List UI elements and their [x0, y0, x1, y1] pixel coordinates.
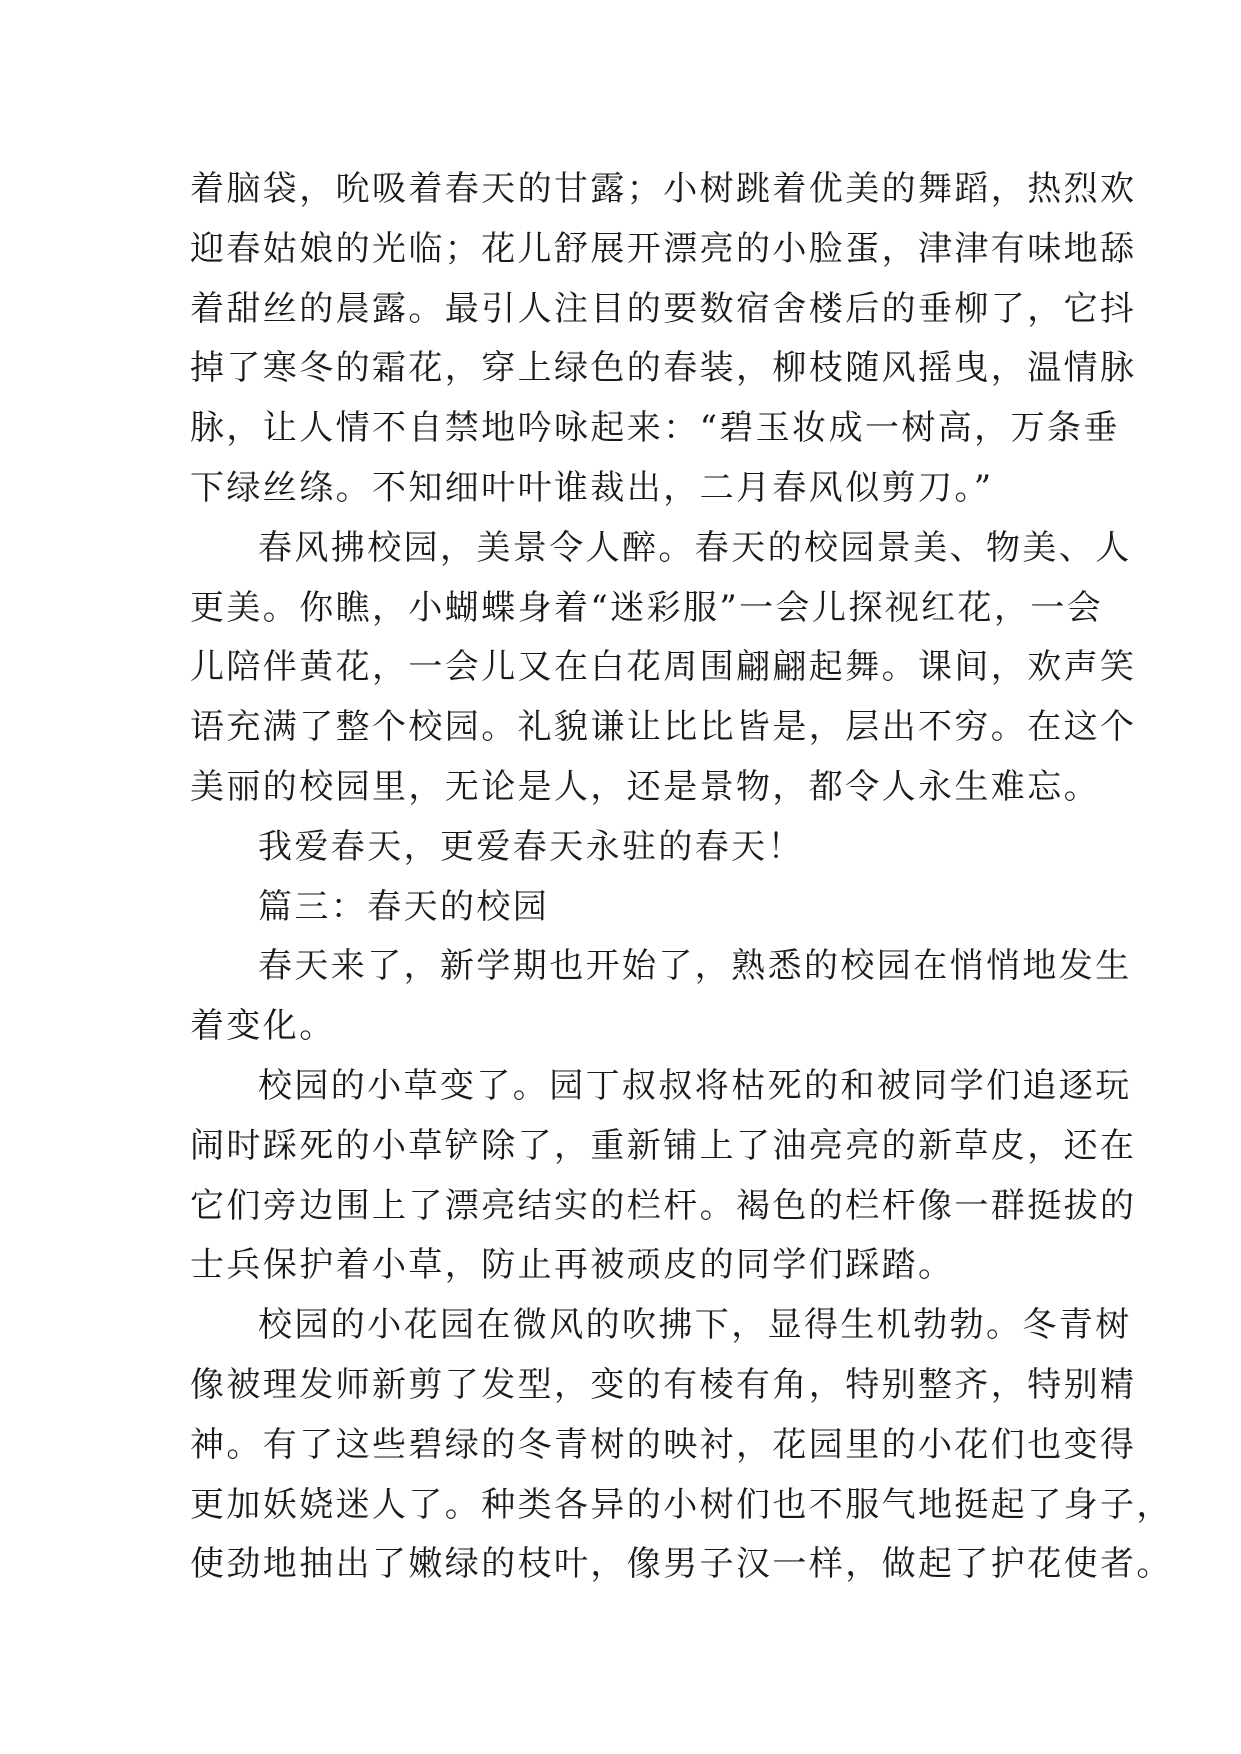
document-body: [190, 160, 1173, 1595]
text-line: 语充满了整个校园。礼貌谦让比比皆是，层出不穷。在这个: [190, 707, 1137, 748]
text-line: 我爱春天，更爱春天永驻的春天！: [258, 826, 804, 867]
text-line: 闹时踩死的小草铲除了，重新铺上了油亮亮的新草皮，还在: [190, 1125, 1137, 1166]
text-line: 迎春姑娘的光临；花儿舒展开漂亮的小脸蛋，津津有味地舔: [190, 228, 1137, 269]
paragraph-grass: [190, 1057, 1137, 1296]
text-line: 更美。你瞧，小蝴蝶身着“迷彩服”一会儿探视红花，一会: [190, 587, 1104, 628]
paragraph-new-term: [190, 937, 1132, 1057]
text-line: 着甜丝的晨露。最引人注目的要数宿舍楼后的垂柳了，它抖: [190, 288, 1137, 329]
text-line: 士兵保护着小草，防止再被顽皮的同学们踩踏。: [190, 1245, 955, 1286]
text-line: 校园的小草变了。园丁叔叔将枯死的和被同学们追逐玩: [258, 1065, 1132, 1106]
text-line: 儿陪伴黄花，一会儿又在白花周围翩翩起舞。课间，欢声笑: [190, 647, 1137, 688]
text-line: 着变化。: [190, 1006, 336, 1047]
text-line: 像被理发师新剪了发型，变的有棱有角，特别整齐，特别精: [190, 1364, 1137, 1405]
heading-text: 篇三：春天的校园: [258, 886, 550, 927]
text-line: 脉，让人情不自禁地吟咏起来：“碧玉妆成一树高，万条垂: [190, 408, 1120, 449]
text-line: 它们旁边围上了漂亮结实的栏杆。褐色的栏杆像一群挺拔的: [190, 1185, 1137, 1226]
paragraph-love-spring: [190, 818, 1051, 878]
text-line: 春风拂校园，美景令人醉。春天的校园景美、物美、人: [258, 527, 1132, 568]
text-line: 使劲地抽出了嫩绿的枝叶，像男子汉一样，做起了护花使者。: [190, 1544, 1173, 1585]
text-line: 掉了寒冬的霜花，穿上绿色的春装，柳枝随风摇曳，温情脉: [190, 348, 1137, 389]
paragraph-willow: [190, 160, 1137, 519]
text-line: 美丽的校园里，无论是人，还是景物，都令人永生难忘。: [190, 766, 1100, 807]
text-line: 更加妖娆迷人了。种类各异的小树们也不服气地挺起了身子，: [190, 1484, 1173, 1525]
paragraph-garden: [190, 1296, 1173, 1595]
text-line: 校园的小花园在微风的吹拂下，显得生机勃勃。冬青树: [258, 1305, 1132, 1346]
text-line: 春天来了，新学期也开始了，熟悉的校园在悄悄地发生: [258, 946, 1132, 987]
text-line: 着脑袋，吮吸着春天的甘露；小树跳着优美的舞蹈，热烈欢: [190, 169, 1137, 209]
section-heading: [190, 878, 1051, 938]
paragraph-spring-breeze: [190, 519, 1137, 818]
text-line: 下绿丝绦。不知细叶叶谁裁出，二月春风似剪刀。”: [190, 467, 994, 508]
text-line: 神。有了这些碧绿的冬青树的映衬，花园里的小花们也变得: [190, 1424, 1137, 1465]
